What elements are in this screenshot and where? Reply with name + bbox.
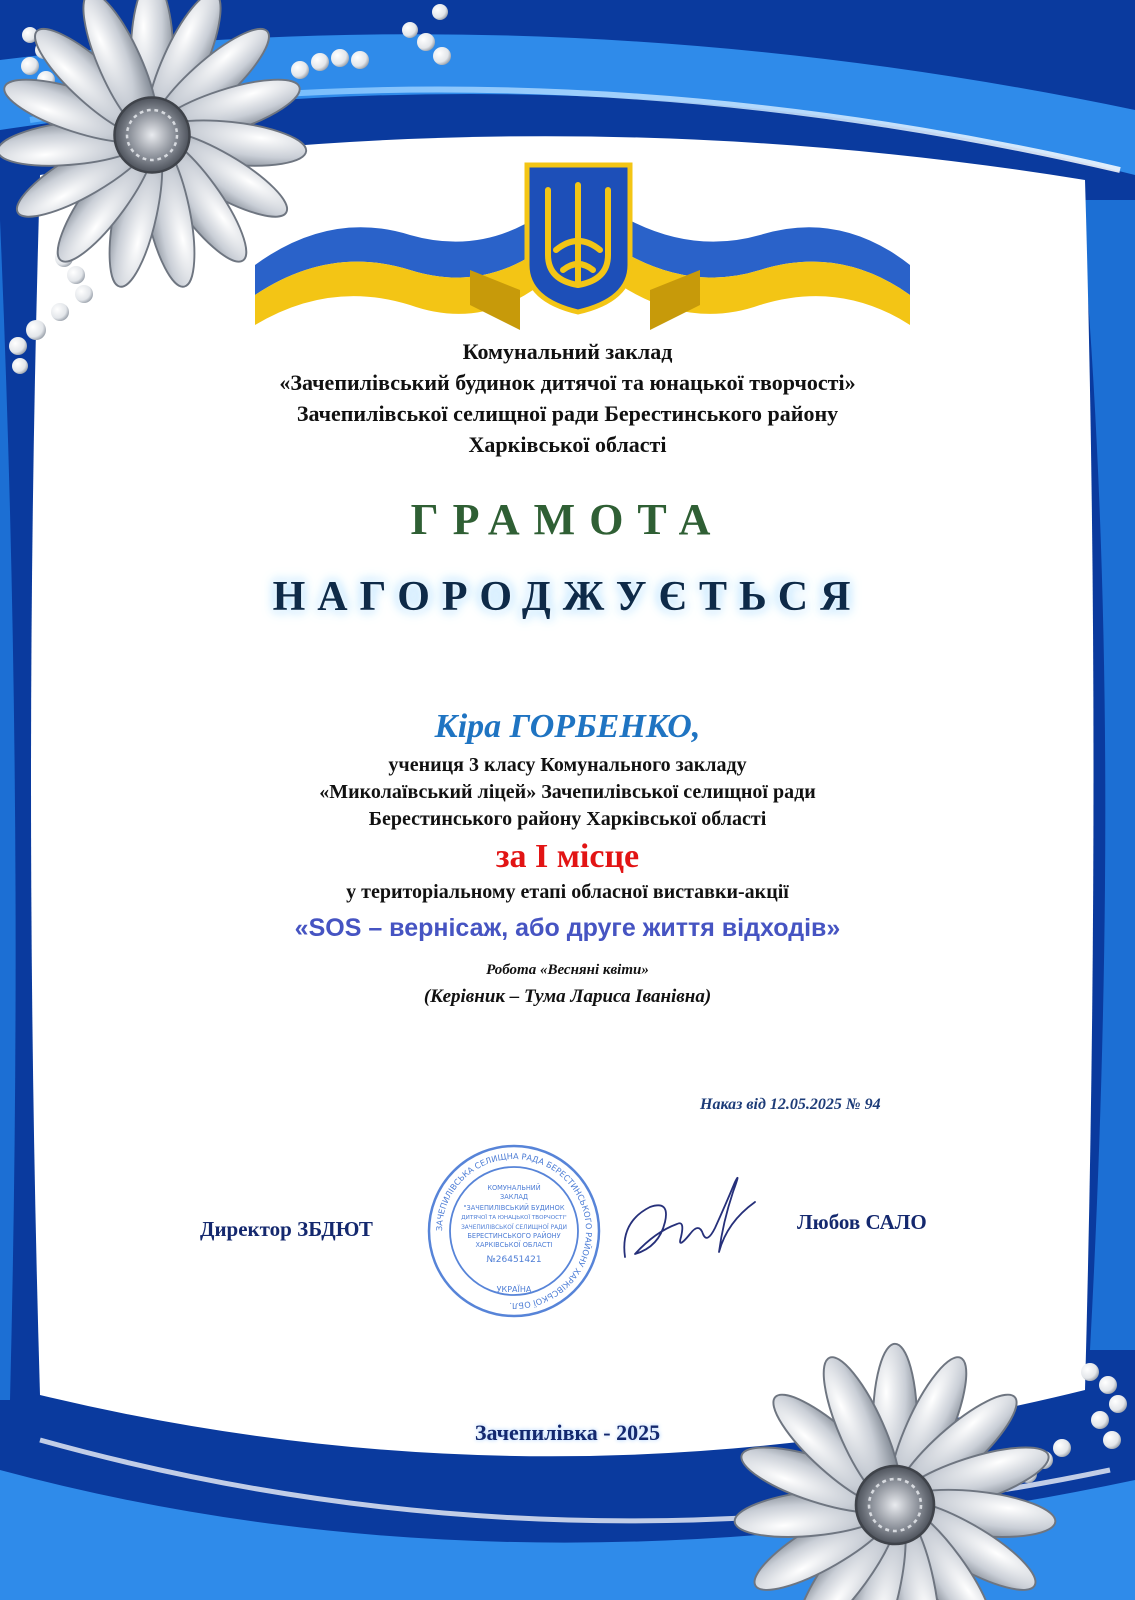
institution-line-4: Харківської області [468, 432, 667, 457]
recipient-description [0, 752, 1135, 833]
stamp-ring-text: ЗАЧЕПИЛІВСЬКА СЕЛИЩНА РАДА БЕРЕСТИНСЬКОГО РАЙОНУ ХАРКІВСЬКОЇ ОБЛ. [433, 1150, 595, 1312]
official-stamp [425, 1142, 603, 1320]
award-leader: (Керівник – Тума Лариса Іванівна) [423, 986, 712, 1007]
award-place: за І місце [495, 838, 640, 875]
stamp-code: №26451421 [486, 1255, 542, 1265]
certificate-subtitle: НАГОРОДЖУЄТЬСЯ [272, 574, 863, 620]
order-reference: Наказ від 12.05.2025 № 94 [700, 1096, 881, 1113]
award-stage: у територіальному етапі обласної виставки-акції [346, 881, 789, 903]
director-name: Любов САЛО [797, 1210, 927, 1234]
handwritten-signature [615, 1162, 765, 1272]
stamp-line-7: ХАРКІВСЬКОЇ ОБЛАСТІ [475, 1241, 553, 1249]
recipient-desc-line-2: «Миколаївський ліцей» Зачепилівської селищної ради [319, 781, 816, 803]
certificate-title: ГРАМОТА [410, 495, 725, 544]
stamp-bottom-text: УКРАЇНА [496, 1285, 532, 1294]
stamp-line-1: КОМУНАЛЬНИЙ [487, 1184, 541, 1192]
award-event: «SOS – вернісаж, або друге життя відходів» [294, 914, 841, 942]
institution-line-3: Зачепилівської селищної ради Берестинського району [296, 401, 839, 426]
stamp-line-2: ЗАКЛАД [499, 1193, 529, 1201]
footer-place-year: Зачепилівка - 2025 [474, 1420, 661, 1445]
award-work: Робота «Весняні квіти» [486, 962, 649, 978]
recipient-desc-line-3: Берестинського району Харківської області [368, 808, 767, 830]
institution-line-2: «Зачепилівський будинок дитячої та юнацької творчості» [279, 370, 856, 395]
institution-line-1: Комунальний заклад [462, 339, 673, 364]
trident-coat-of-arms [527, 165, 630, 312]
recipient-desc-line-1: учениця 3 класу Комунального закладу [388, 754, 747, 776]
stamp-line-4: ДИТЯЧОЇ ТА ЮНАЦЬКОЇ ТВОРЧОСТІ" [461, 1215, 567, 1221]
stamp-line-3: "ЗАЧЕПИЛІВСЬКИЙ БУДИНОК [463, 1204, 565, 1212]
institution-header [0, 336, 1135, 460]
recipient-name: Кіра ГОРБЕНКО, [434, 708, 701, 745]
director-position: Директор ЗБДЮТ [200, 1217, 373, 1241]
stamp-line-5: ЗАЧЕПИЛІВСЬКОЇ СЕЛИЩНОЇ РАДИ [461, 1225, 567, 1231]
stamp-line-6: БЕРЕСТИНСЬКОГО РАЙОНУ [467, 1232, 561, 1240]
